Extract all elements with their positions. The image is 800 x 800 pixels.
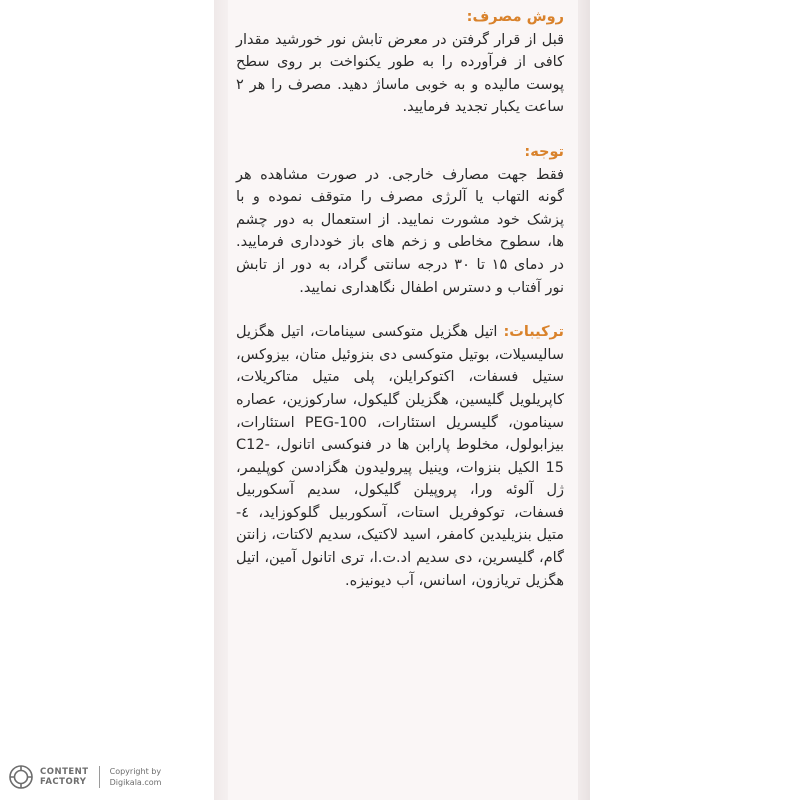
ingredients-body: اتیل هگزیل متوکسی سینامات، اتیل هگزیل سالیسیلات، بوتیل متوکسی دی بنزوئیل متان، بیزوکس، ستیل فسفات، اکتوکرایلن، پلی متیل متاکریلات، کاپریلویل گلیسین، هگزیلن گلیکول، سارکوزین، عصاره سینامون، گلیسریل استئارات، PEG-100 استئارات، بیزابولول، مخلوط پارابن ها در فنوکسی اتانول، C12-15 الکیل بنزوات، وینیل پیرولیدون هگزادسن کوپلیمر، ژل آلوئه ورا، پروپیلن گلیکول، سدیم آسکوربیل فسفات، توکوفریل استات، آسکوربیل گلوکوزاید، ٤-متیل بنزیلیدین کامفر، اسید لاکتیک، سدیم لاکتات، زانتن گام، گلیسرین، دی سدیم اد.ت.ا، تری اتانول آمین، اتیل هگزیل تریازون، اسانس، آب دیونیزه.: [236, 324, 564, 589]
box-left-edge: [214, 0, 228, 800]
watermark-copyright-line1: Copyright by: [109, 767, 162, 776]
warning-section: [236, 141, 564, 299]
watermark-copyright-line2: Digikala.com: [109, 778, 162, 787]
content-factory-logo-icon: [8, 764, 34, 790]
usage-heading: روش مصرف:: [466, 9, 564, 25]
warning-body: فقط جهت مصارف خارجی. در صورت مشاهده هر گونه التهاب یا آلرژی مصرف را متوقف نموده و با پزشک خود مشورت نمایید. از استعمال به دور چشم ها، سطوح مخاطی و زخم های باز خودداری فرمایید. در دمای ۱۵ تا ۳۰ درجه سانتی گراد، به دور از تابش نور آفتاب و دسترس اطفال نگاهداری نمایید.: [236, 166, 565, 296]
watermark-divider: [99, 766, 100, 788]
watermark-brand-line2: FACTORY: [40, 777, 87, 787]
warning-heading: توجه:: [524, 143, 564, 160]
watermark-brand-line1: CONTENT: [40, 767, 89, 777]
ingredients-section: [236, 321, 564, 592]
label-text-column: [236, 6, 564, 614]
ingredients-heading: ترکیبات:: [503, 324, 565, 341]
watermark: [8, 760, 161, 794]
watermark-brand: [40, 767, 89, 787]
usage-section: [236, 6, 564, 119]
watermark-copyright: [110, 766, 162, 788]
box-right-edge: [578, 0, 590, 800]
usage-body: قبل از قرار گرفتن در معرض تابش نور خورشید مقدار کافی از فرآورده را به طور یکنواخت بر روی سطح پوست مالیده و به خوبی ماساژ دهید. مصرف را هر ۲ ساعت یکبار تجدید فرمایید.: [236, 31, 564, 116]
